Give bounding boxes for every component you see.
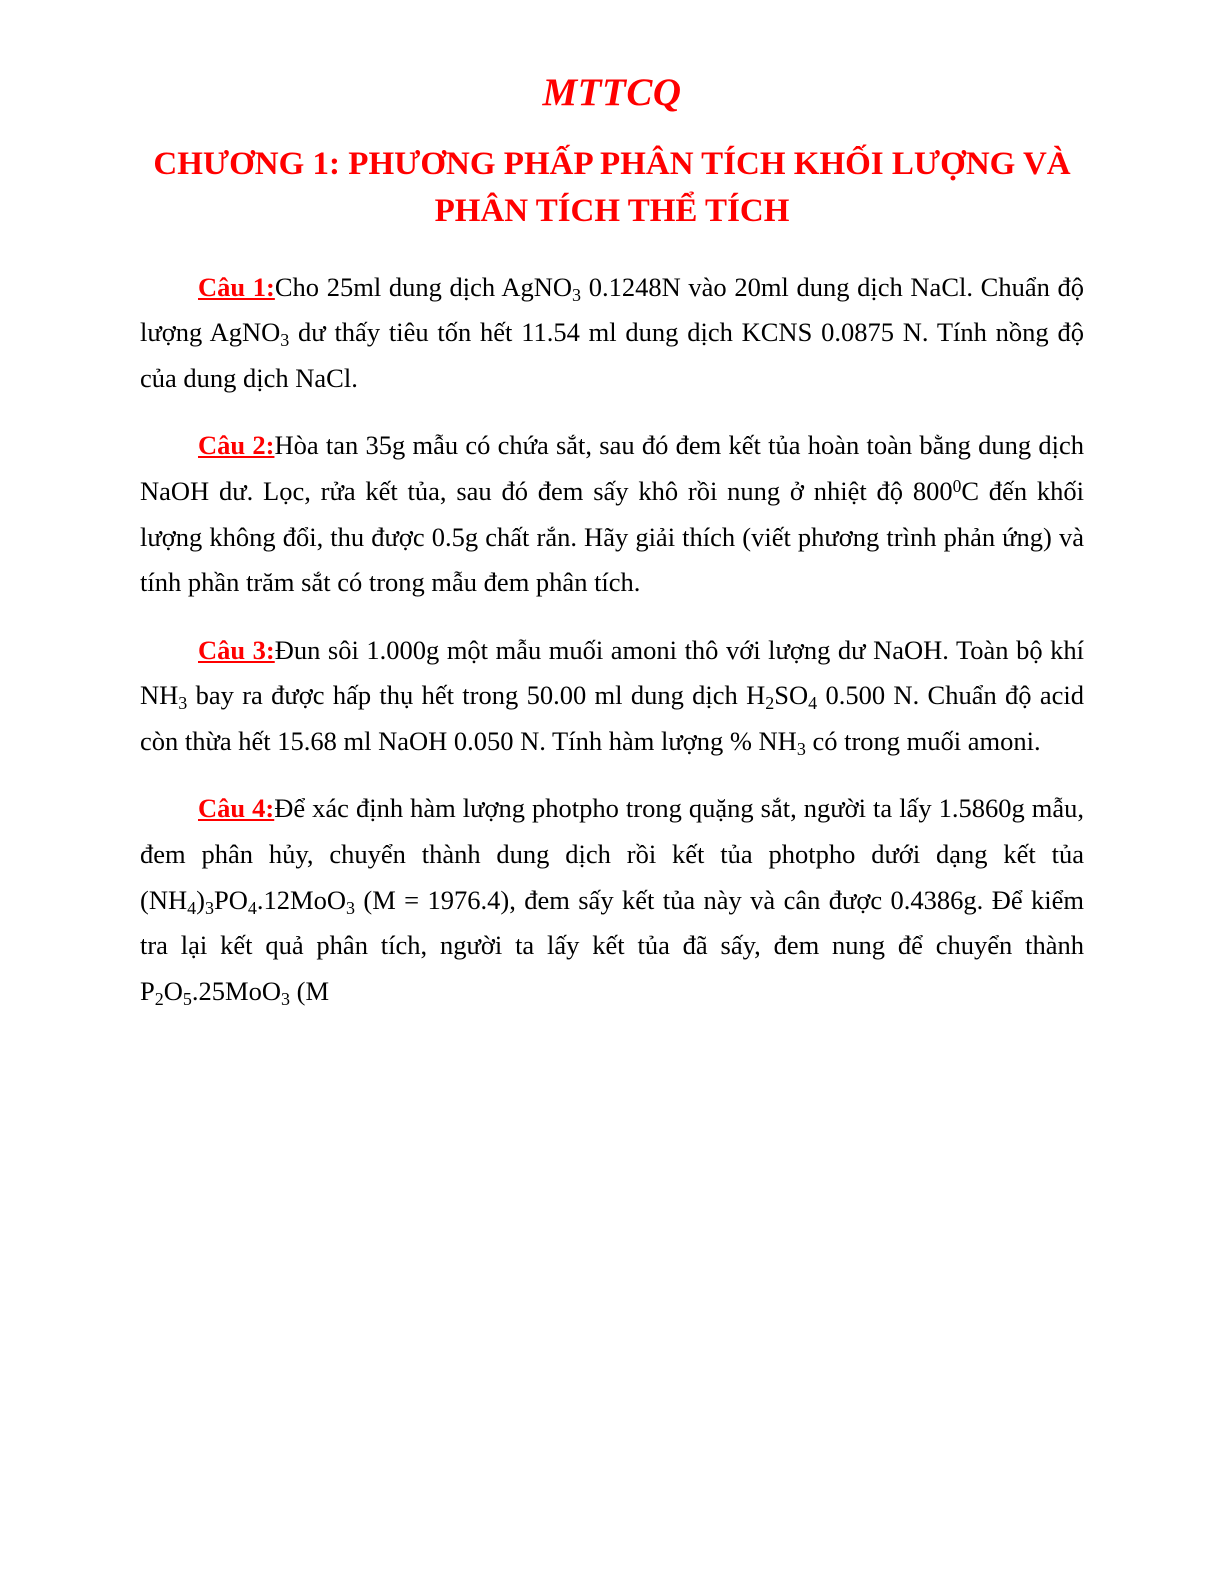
question-4-text-part8: (M	[290, 975, 330, 1006]
question-3-sub2: 2	[765, 693, 775, 714]
question-4-text-part3: PO	[213, 884, 248, 915]
question-4-sub7: 3	[281, 988, 291, 1009]
question-4-text-part5: (M = 1976.4), đem sấy kết tủa này và cân được 0.4386g. Để kiểm tra lại kết quả phân tích, người ta lấy kết tủa đã sấy, đem nung để chuyển thành P	[140, 884, 1084, 1006]
question-1-label: Câu 1:	[198, 271, 275, 302]
question-2-text-part2: C đến khối lượng không đổi, thu được 0.5g chất rắn. Hãy giải thích (viết phương trình phản ứng) và tính phần trăm sắt có trong mẫu đem phân tích.	[140, 475, 1084, 598]
question-1-text-part3: dư thấy tiêu tốn hết 11.54 ml dung dịch KCNS 0.0875 N. Tính nồng độ của dung dịch NaCl.	[140, 317, 1084, 393]
question-3-sub1: 3	[178, 693, 188, 714]
question-4-text-part1: Để xác định hàm lượng photpho trong quặng sắt, người ta lấy 1.5860g mẫu, đem phân hủy, chuyển thành dung dịch rồi kết tủa photpho dưới dạng kết tủa (NH	[140, 793, 1084, 915]
question-1-sub1: 3	[572, 284, 582, 305]
question-3-text-part5: có trong muối amoni.	[805, 725, 1041, 756]
question-4-text-part2: )	[196, 884, 205, 915]
question-3-text-part2: bay ra được hấp thụ hết trong 50.00 ml dung dịch H	[187, 680, 766, 711]
question-1	[140, 265, 1084, 402]
question-1-text-part1: Cho 25ml dung dịch AgNO	[274, 271, 573, 302]
question-4-text-part4: .12MoO	[256, 884, 346, 915]
question-1-text-part2: 0.1248N vào 20ml dung dịch NaCl. Chuẩn độ lượng AgNO	[140, 271, 1085, 348]
question-4-sub5: 2	[154, 988, 164, 1009]
question-2-text-part1: Hòa tan 35g mẫu có chứa sắt, sau đó đem kết tủa hoàn toàn bằng dung dịch NaOH dư. Lọc, rửa kết tủa, sau đó đem sấy khô rồi nung ở nhiệt độ 800	[140, 430, 1084, 506]
question-2-label: Câu 2:	[198, 430, 275, 461]
question-4-sub1: 4	[187, 897, 197, 918]
question-2	[140, 423, 1084, 605]
question-3-label: Câu 3:	[198, 634, 275, 665]
question-4-sub3: 4	[247, 897, 257, 918]
question-2-sup1: 0	[952, 476, 962, 497]
question-3	[140, 628, 1084, 765]
question-4	[140, 786, 1084, 1014]
question-3-text-part1: Đun sôi 1.000g một mẫu muối amoni thô với lượng dư NaOH. Toàn bộ khí NH	[140, 634, 1084, 711]
question-4-sub2: 3	[204, 897, 214, 918]
question-3-sub3: 4	[808, 693, 818, 714]
page-title: MTTCQ	[542, 71, 682, 114]
question-3-text-part4: 0.500 N. Chuẩn độ acid còn thừa hết 15.68 ml NaOH 0.050 N. Tính hàm lượng % NH	[140, 680, 1084, 756]
question-4-text-part6: O	[163, 975, 183, 1006]
question-4-label: Câu 4:	[198, 793, 275, 824]
question-4-text-part7: .25MoO	[191, 975, 281, 1006]
question-1-sub2: 3	[280, 330, 290, 351]
question-3-text-part3: SO	[774, 680, 809, 711]
chapter-heading: CHƯƠNG 1: PHƯƠNG PHẤP PHÂN TÍCH KHỐI LƯỢNG VÀ PHÂN TÍCH THỂ TÍCH	[153, 145, 1071, 229]
question-4-sub4: 3	[345, 897, 355, 918]
question-3-sub4: 3	[796, 738, 806, 759]
question-4-sub6: 5	[182, 988, 192, 1009]
